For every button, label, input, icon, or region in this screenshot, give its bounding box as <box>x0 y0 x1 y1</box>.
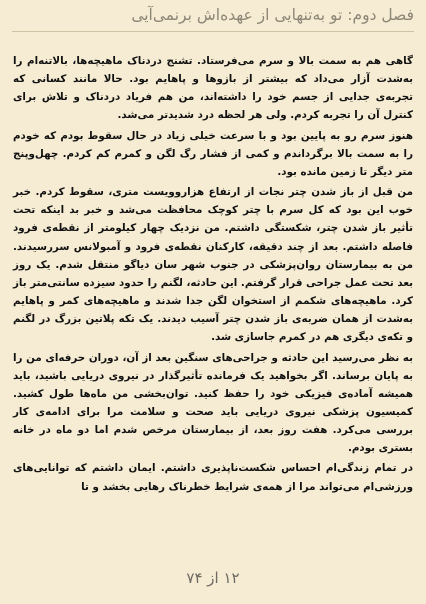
header-divider <box>12 31 414 32</box>
paragraph: در تمام زندگی‌ام احساس شکست‌ناپذیری داشتم. ایمان داشتم که توانایی‌های ورزشی‌ام می‌تواند مرا از همه‌ی شرایط خطرناک رهایی بخشد و تا <box>13 462 413 493</box>
paragraph: من قبل از باز شدن چتر نجات از ارتفاع هزاروویست متری، سقوط کردم. خبر خوب این بود که کل سرم با چتر کوچک محافظت می‌شد و خبر بد اینکه تحت تأثیر باز شدن چتر، شکستگی داشتم. من نزدیک چهار کیلومتر از نقطه‌ی فرود فاصله داشتم. بعد از چند دقیقه، کارکنان نقطه‌ی فرود و آمبولانس سررسیدند. من به بیمارستان روان‌پزشکی در جنوب شهر سان دیاگو منتقل شدم. یک روز بعد تحت عمل جراحی قرار گرفتم. این حادثه، لگنم را حدود سیزده سانتی‌متر باز کرد. ماهیچه‌های شکمم از استخوان لگن جدا شدند و ماهیچه‌های کمر و پاهایم به‌شدت از همان ضربه‌ی باز شدن چتر آسیب دیدند. یک تکه پلاتین بزرگ در لگنم و تکه‌ی دیگری هم در کمرم جاسازی شد. <box>13 186 413 344</box>
chapter-title: فصل دوم: تو به‌تنهایی از عهده‌اش برنمی‌آیی <box>131 6 414 24</box>
book-text <box>13 52 413 498</box>
page-indicator: ۱۲ از ۷۴ <box>186 569 240 587</box>
paragraph: گاهی هم به سمت بالا و سرم می‌فرستاد. تشنج دردناک ماهیچه‌ها، بالاتنه‌ام را به‌شدت آزار می‌داد که بیشتر از بازوها و پاهایم بود. حالا مانند کسانی که تجربه‌ی جدایی از جسم خود را داشته‌اند، من هم فریاد دردناک و تلاش برای کنترل آن را تجربه کردم. ولی هر لحظه درد شدیدتر می‌شد. <box>13 55 413 122</box>
paragraph: هنوز سرم رو به پایین بود و با سرعت خیلی زیاد در حال سقوط بودم که خودم را به سمت بالا برگرداندم و کمی از فشار رگ لگن و کمرم کم کردم. چهل‌وپنج متر دیگر تا زمین مانده بود. <box>13 129 413 178</box>
paragraph: به نظر می‌رسید این حادثه و جراحی‌های سنگین بعد از آن، دوران حرفه‌ای من را به پایان برساند. اگر بخواهید یک فرمانده تأثیرگذار در نیروی دریایی باشید، باید همیشه آماده‌ی فیزیکی خود را حفظ کنید. توان‌بخشی من ماه‌ها طول کشید. کمیسیون پزشکی نیروی دریایی باید صحت و سلامت مرا برای ادامه‌ی کار بررسی می‌کرد. هفت روز بعد، از بیمارستان مرخص شدم اما دو ماه در خانه بستری بودم. <box>13 351 413 455</box>
